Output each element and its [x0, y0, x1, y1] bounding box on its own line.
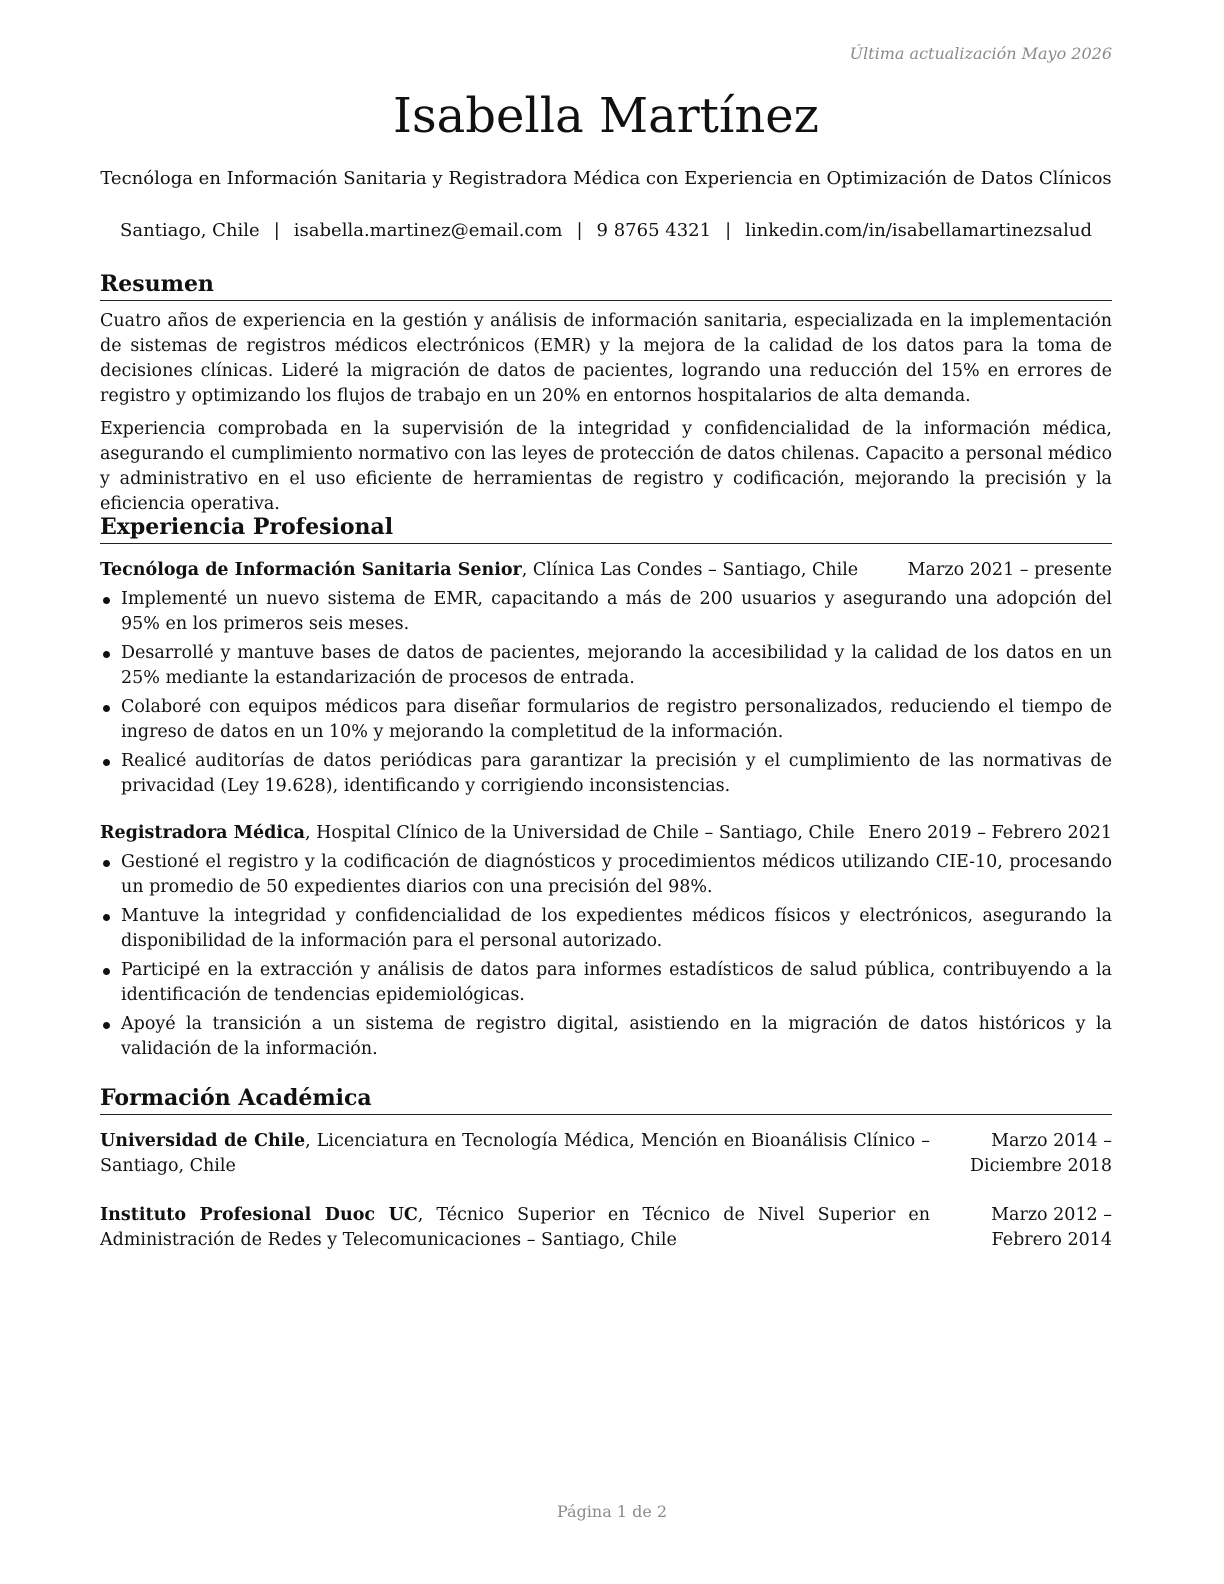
education-section: [100, 1084, 1112, 1253]
education-school: Universidad de Chile: [100, 1131, 306, 1151]
list-item: Apoyé la transición a un sistema de registro digital, asistiendo en la migración de datos históricos y la validación de la información.: [100, 1012, 1112, 1062]
job-bullets: [100, 587, 1112, 799]
job-title-line: [100, 558, 858, 583]
last-updated: Última actualización Mayo 2026: [849, 44, 1112, 63]
education-school: Instituto Profesional Duoc UC: [100, 1205, 418, 1225]
section-title-education: Formación Académica: [100, 1084, 1112, 1115]
list-item: Gestioné el registro y la codificación de diagnósticos y procedimientos médicos utilizando CIE-10, procesando un promedio de 50 expedientes diarios con una precisión del 98%.: [100, 850, 1112, 900]
education-program: , Técnico Superior en Técnico de Nivel Superior en Administración de Redes y Telecomunicaciones – Santiago, Chile: [100, 1205, 930, 1250]
education-entry: [100, 1203, 1112, 1253]
job-dates: Enero 2019 – Febrero 2021: [868, 823, 1112, 843]
job-entry: [100, 821, 1112, 1062]
job-entry: [100, 558, 1112, 799]
candidate-name: Isabella Martínez: [393, 88, 819, 144]
tagline: Tecnóloga en Información Sanitaria y Registradora Médica con Experiencia en Optimización de Datos Clínicos: [100, 168, 1112, 189]
contact-email[interactable]: isabella.martinez@email.com: [293, 220, 563, 241]
summary-section: [100, 270, 1112, 517]
job-title-line: [100, 821, 855, 846]
summary-paragraph: Cuatro años de experiencia en la gestión y análisis de información sanitaria, especializada en la implementación de sistemas de registros médicos electrónicos (EMR) y la mejora de la calidad de los datos para la toma de decisiones clínicas. Lideré la migración de datos de pacientes, logrando una reducción del 15% en errores de registro y optimizando los flujos de trabajo en un 20% en entornos hospitalarios de alta demanda.: [100, 311, 1112, 406]
job-bullets: [100, 850, 1112, 1062]
list-item: Implementé un nuevo sistema de EMR, capacitando a más de 200 usuarios y asegurando una adopción del 95% en los primeros seis meses.: [100, 587, 1112, 637]
separator: |: [273, 220, 280, 241]
job-role: Tecnóloga de Información Sanitaria Senior: [100, 560, 522, 580]
contact-phone: 9 8765 4321: [596, 220, 712, 241]
resume-page: [100, 0, 1112, 1584]
job-place: , Clínica Las Condes – Santiago, Chile: [521, 560, 859, 580]
contact-line: [100, 220, 1112, 241]
education-program: , Licenciatura en Tecnología Médica, Mención en Bioanálisis Clínico – Santiago, Chile: [100, 1131, 930, 1176]
job-header: [100, 821, 1112, 846]
list-item: Realicé auditorías de datos periódicas para garantizar la precisión y el cumplimiento de las normativas de privacidad (Ley 19.628), identificando y corrigiendo inconsistencias.: [100, 749, 1112, 799]
list-item: Mantuve la integridad y confidencialidad de los expedientes médicos físicos y electrónicos, asegurando la disponibilidad de la información para el personal autorizado.: [100, 904, 1112, 954]
education-entry: [100, 1129, 1112, 1179]
contact-location: Santiago, Chile: [120, 220, 260, 241]
section-title-summary: Resumen: [100, 270, 1112, 301]
job-place: , Hospital Clínico de la Universidad de Chile – Santiago, Chile: [305, 823, 855, 843]
list-item: Colaboré con equipos médicos para diseñar formularios de registro personalizados, reduciendo el tiempo de ingreso de datos en un 10% y mejorando la completitud de la información.: [100, 695, 1112, 745]
section-title-experience: Experiencia Profesional: [100, 513, 1112, 544]
page-number: Página 1 de 2: [556, 1502, 668, 1521]
separator: |: [725, 220, 732, 241]
education-details: [100, 1129, 930, 1179]
list-item: Desarrollé y mantuve bases de datos de pacientes, mejorando la accesibilidad y la calidad de los datos en un 25% mediante la estandarización de procesos de entrada.: [100, 641, 1112, 691]
separator: |: [576, 220, 583, 241]
job-dates: Marzo 2021 – presente: [907, 560, 1112, 580]
education-details: [100, 1203, 930, 1253]
experience-section: [100, 513, 1112, 1062]
job-role: Registradora Médica: [100, 823, 306, 843]
contact-linkedin[interactable]: linkedin.com/in/isabellamartinezsalud: [745, 220, 1092, 241]
job-header: [100, 558, 1112, 583]
education-dates: Marzo 2014 – Diciembre 2018: [970, 1131, 1112, 1176]
education-dates: Marzo 2012 – Febrero 2014: [991, 1205, 1112, 1250]
summary-paragraph: Experiencia comprobada en la supervisión de la integridad y confidencialidad de la información médica, asegurando el cumplimiento normativo con las leyes de protección de datos chilenas. Capacito a personal médico y administrativo en el uso eficiente de herramientas de registro y codificación, mejorando la precisión y la eficiencia operativa.: [100, 419, 1112, 514]
list-item: Participé en la extracción y análisis de datos para informes estadísticos de salud pública, contribuyendo a la identificación de tendencias epidemiológicas.: [100, 958, 1112, 1008]
